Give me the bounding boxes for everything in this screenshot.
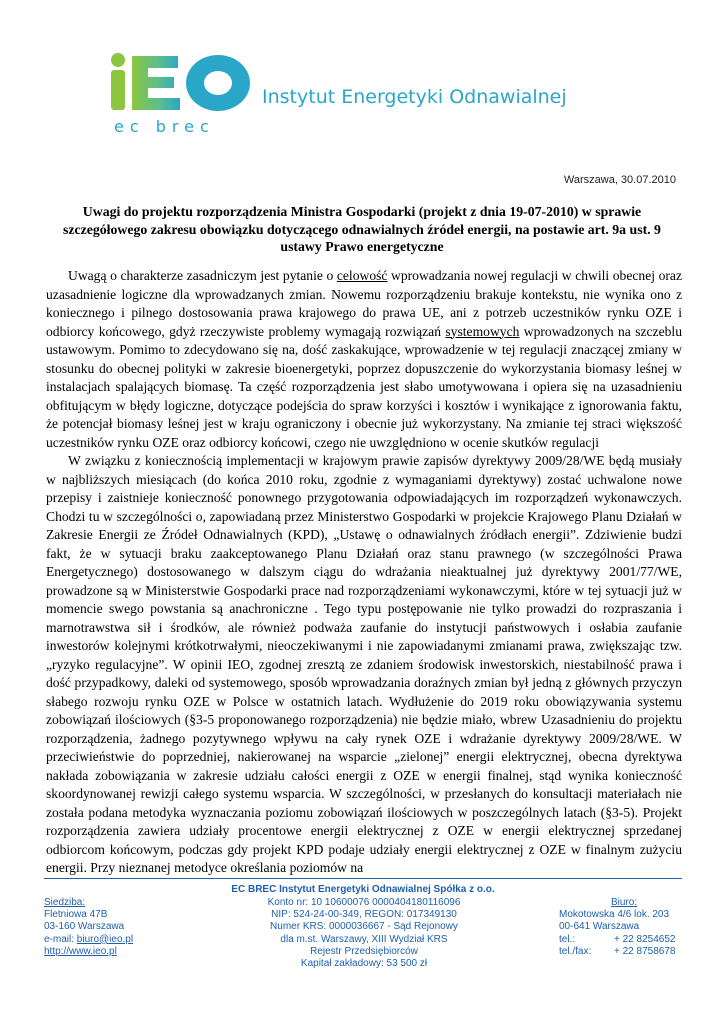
footer-phone-row [559, 934, 675, 946]
footer-seat-header: Siedziba: [44, 897, 86, 908]
underlined-word: systemowych [445, 323, 520, 339]
document-title: Uwagi do projektu rozporządzenia Ministra Gospodarki (projekt z dnia 19-07-2010) w sprawie szczegółowego zakresu obowiązku dotyczącego odnawialnych źródeł energii, na postawie art. 9a ust. 9 ustawy Prawo energetyczne [63, 204, 661, 254]
ieo-logo [100, 52, 567, 142]
footer-office-city: 00-641 Warszawa [559, 921, 640, 933]
paragraph-1-part-c: wprowadzonych na szczeblu ustawowym. Pomimo to zdecydowano się na, dość zaskakujące, wprowadzenie w tej regulacji znaczącej zmiany w stosunku do obecnej polityki w zakresie bioenergetyki, poprzez dopuszczenie do wykorzystania biomasy leśnej w instalacjach spalających biomasę. Ta część rozporządzenia jest słabo umotywowana i opiera się na uzasadnieniu obfitującym w błędy logiczne, dotyczące podejścia do spraw korzyści i kosztów i wynikające z ignorowania faktu, że potencjał biomasy leśnej jest w kraju ograniczony i obecnie już wykorzystany. Na zmianie tej straci większość uczestników rynku OZE oraz odbiorcy końcowi, czego nie uwzględniono w ocenie skutków regulacji [46, 323, 682, 450]
ieo-logo-mark [106, 52, 256, 114]
footer-seat-city: 03-160 Warszawa [44, 921, 125, 933]
footer-tax-ids: NIP: 524-24-00-349, REGON: 017349130 [271, 909, 457, 921]
footer-office-column [559, 897, 675, 958]
footer-phone-label: tel.: [559, 933, 576, 945]
footer-fax-label: tel./fax: [559, 945, 592, 957]
paragraph-1 [46, 267, 682, 452]
footer-website-link[interactable]: http://www.ieo.pl [44, 945, 117, 957]
paragraph-1-part-a: Uwagą o charakterze zasadniczym jest pytanie o [68, 268, 337, 283]
footer-share-capital: Kapitał zakładowy: 53 500 zł [300, 958, 428, 970]
footer-office-street: Mokotowska 4/6 lok. 203 [559, 909, 670, 921]
document-date: Warszawa, 30.07.2010 [563, 174, 676, 186]
underlined-word: celowość [336, 268, 388, 283]
footer-court: dla m.st. Warszawy, XIII Wydział KRS [280, 933, 448, 945]
footer-email-row [44, 934, 133, 946]
footer-email-label: e-mail: [44, 933, 77, 945]
footer-krs-number: Numer KRS: 0000036667 - Sąd Rejonowy [270, 921, 458, 933]
logo-subtitle: ec brec [114, 117, 215, 136]
institute-name: Instytut Energetyki Odnawialnej [262, 86, 567, 108]
footer-office-header: Biuro: [611, 897, 638, 908]
paragraph-1-part-b: wprowadzania nowej regulacji w chwili obecnej oraz uzasadnienie logiczne dla wprowadzanych zmian. Nowemu rozporządzeniu brakuje kontekstu, nie wynika ono z koniecznego i pilnego dostosowania prawa krajowego do prawa UE, ani z potrzeb uczestników rynku OZE i odbiorcy końcowego, gdyż rzeczywiste problemy wymagają rozwiązań [46, 268, 682, 339]
footer-seat-street: Fletniowa 47B [44, 909, 108, 921]
footer-divider [44, 878, 682, 879]
footer-seat-column [44, 897, 133, 958]
paragraph-2: W związku z koniecznością implementacji w krajowym prawie zapisów dyrektywy 2009/28/WE będą musiały w najbliższych miesiącach (do końca 2010 roku, zgodnie z wymaganiami dyrektywy) zostać uchwalone nowe przepisy i zaistnieje konieczność ponownego przygotowania odpowiadających im rozporządzeń wykonawczych. Chodzi tu w szczególności o, zapowiadaną przez Ministerstwo Gospodarki w projekcie Krajowego Planu Działań w Zakresie Energii ze Źródeł Odnawialnych (KPD), „Ustawę o odnawialnych źródłach energii”. Zdziwienie budzi fakt, że w sytuacji braku zaakceptowanego Planu Działań oraz stanu prawnego (w szczególności Prawa Energetycznego) dostosowanego w dalszym ciągu do wdrażania nieaktualnej już dyrektywy 2001/77/WE, prowadzone są w Ministerstwie Gospodarki prace nad rozporządzeniami wykonawczymi, które w tej sytuacji już w momencie swego powstania są anachroniczne . Tego typu postępowanie nie tylko prowadzi do rozpraszania i marnotrawstwa sił i środków, ale również podważa zaufanie do instytucji państwowych i osłabia zaufanie inwestorów kolejnymi krótkotrwałymi, nieoczekiwanymi i nie zapowiadanymi zmianami prawa, zwiększając tzw. „ryzyko regulacyjne”. W opinii IEO, zgodnej zresztą ze zdaniem środowisk inwestorskich, niestabilność prawa i dość przypadkowy, daleki od systemowego, sposób wprowadzania doraźnych zmian był jedną z głównych przyczyn słabego rozwoju rynku OZE w Polsce w ostatnich latach. Wydłużenie do 2019 roku obowiązywania systemu zobowiązań ilościowych (§3-5 proponowanego rozporządzenia) nie będzie miało, wbrew Uzasadnieniu do projektu rozporządzenia, żadnego pozytywnego wpływu na cały rynek OZE i wdrażanie dyrektywy 2009/28/WE. W przeciwieństwie do poprzedniej, nakierowanej na wsparcie „zielonej” energii elektrycznej, obecna dyrektywa nakłada zobowiązania w zakresie udziału całości energii z OZE w energii finalnej, stąd wynika konieczność skoordynowanej rewizji całego systemu wsparcia. W szczególności, w przesłanych do konsultacji materiałach nie została podana metodyka wyznaczania poziomu zobowiązań ilościowych w poszczególnych latach (§3-5). Projekt rozporządzenia zawiera udziały procentowe energii elektrycznej z OZE w energii elektrycznej sprzedanej odbiorcom końcowym, podczas gdy projekt KPD podaje udziały energii elektrycznej z OZE w finalnym zużyciu energii. Przy nieznanej metodyce określania poziomów na [46, 453, 682, 875]
footer-registry-column [219, 897, 509, 970]
footer-fax-row [559, 946, 675, 958]
footer-register: Rejestr Przedsiębiorców [310, 945, 418, 957]
document-body [46, 267, 682, 878]
letterhead-footer [44, 884, 682, 970]
footer-bank-account: Konto nr: 10 10600076 0000404180116096 [267, 897, 461, 908]
footer-phone: + 22 8254652 [614, 933, 676, 945]
footer-fax: + 22 8758678 [614, 945, 676, 957]
footer-email-link[interactable]: biuro@ieo.pl [76, 933, 134, 945]
footer-company-name: EC BREC Instytut Energetyki Odnawialnej Spółka z o.o. [231, 884, 495, 895]
